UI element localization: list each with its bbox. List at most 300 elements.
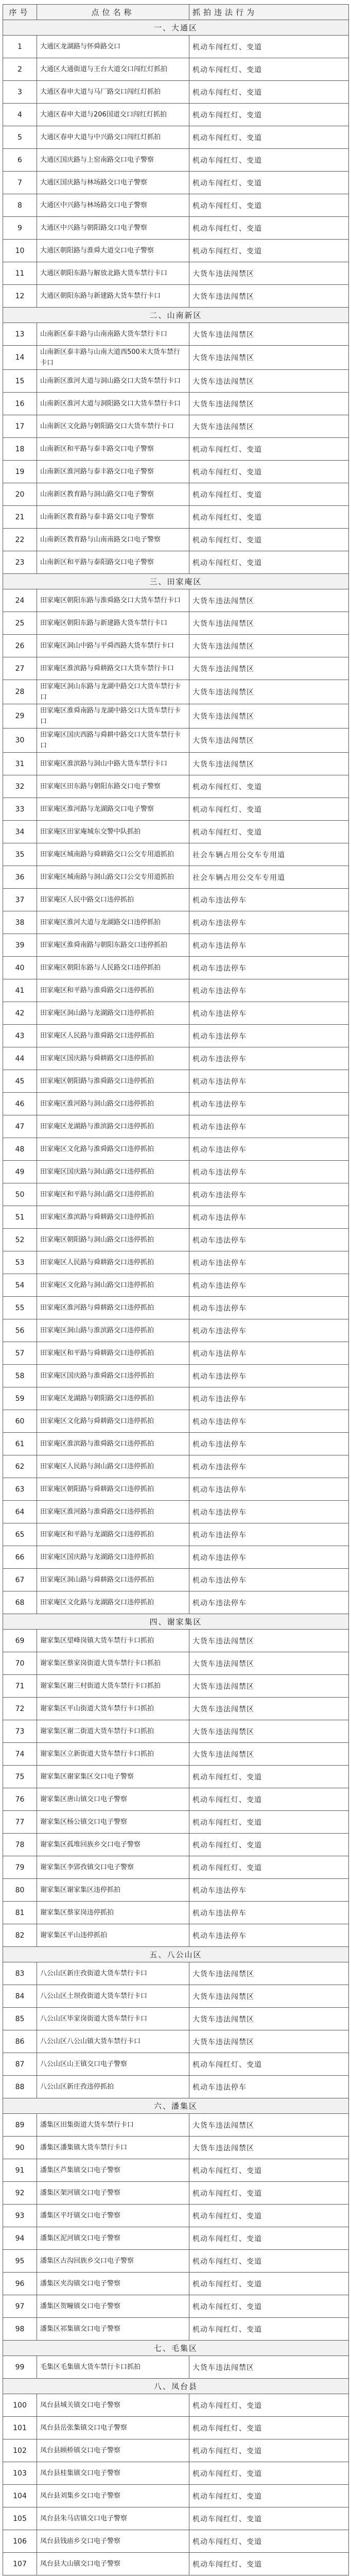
row-violation: 大货车违法闯禁区 [189,346,349,370]
row-location: 凤台县顾桥镇交口电子警察 [37,2439,189,2462]
table-row [3,2159,349,2182]
row-index: 33 [3,798,37,821]
section-row [3,2379,349,2394]
row-index: 54 [3,1274,37,1297]
row-violation: 机动车闯红灯、变道 [189,81,349,104]
table-row [3,104,349,126]
row-index: 103 [3,2462,37,2485]
row-index: 75 [3,1766,37,1788]
row-index: 14 [3,346,37,370]
table-row [3,1342,349,1365]
row-location: 田家庵区人民中路交口违停抓拍 [37,889,189,911]
row-location: 田家庵区淮滨路与舜耕路交口大货车禁行卡口 [37,657,189,680]
row-violation: 机动车违法停车 [189,1924,349,1947]
table-row [3,1138,349,1161]
section-title: 二、山南新区 [3,308,349,323]
table-header-row [3,5,349,20]
table-row [3,393,349,415]
row-location: 田家庵区龙湖路与淮滨路交口违停抓拍 [37,1115,189,1138]
row-index: 44 [3,1047,37,1070]
table-row [3,2250,349,2273]
row-location: 田家庵区淮滨路与淮舜路交口违停抓拍 [37,1433,189,1455]
row-violation: 机动车违法停车 [189,1387,349,1410]
row-violation: 机动车违法停车 [189,1161,349,1183]
row-violation: 机动车违法停车 [189,1501,349,1523]
table-row [3,2356,349,2379]
row-index: 52 [3,1229,37,1251]
row-index: 83 [3,1962,37,1985]
row-index: 11 [3,262,37,285]
row-index: 23 [3,551,37,574]
row-location: 田家庵区朝阳路与舜耕路交口违停抓拍 [37,1478,189,1501]
table-row [3,2462,349,2485]
row-violation: 机动车闯红灯、变道 [189,2053,349,2076]
row-index: 85 [3,2008,37,2030]
row-violation: 机动车闯红灯、变道 [189,438,349,461]
row-violation: 机动车违法停车 [189,1591,349,1614]
row-index: 67 [3,1569,37,1591]
table-row [3,1569,349,1591]
row-violation: 机动车闯红灯、变道 [189,104,349,126]
row-location: 田家庵区淮舜南路与朝阳东路交口违停抓拍 [37,934,189,957]
row-location: 田家庵区国庆西路与舜耕中路交口大货车禁行卡口 [37,728,189,753]
table-row [3,821,349,843]
row-location: 田家庵区淮河路与龙湖路交口电子警察 [37,798,189,821]
table-row [3,81,349,104]
row-index: 4 [3,104,37,126]
row-index: 102 [3,2439,37,2462]
row-violation: 机动车闯红灯、变道 [189,217,349,240]
row-violation: 大货车违法闯禁区 [189,285,349,308]
row-violation: 机动车违法停车 [189,1569,349,1591]
table-row [3,2053,349,2076]
row-index: 96 [3,2273,37,2295]
row-location: 山南新区淮河路与泰丰路交口电子警察 [37,461,189,483]
row-index: 39 [3,934,37,957]
row-location: 凤台县钱庙乡交口电子警察 [37,2530,189,2553]
row-location: 大通区中兴路与朝阳路交口电子警察 [37,217,189,240]
row-violation: 机动车违法停车 [189,1206,349,1229]
row-location: 田家庵区国庆路与舜耕路交口违停抓拍 [37,1047,189,1070]
row-location: 凤台县岳张集镇交口电子警察 [37,2417,189,2439]
row-violation: 机动车闯红灯、变道 [189,2159,349,2182]
table-row [3,438,349,461]
row-violation: 机动车闯红灯、变道 [189,2439,349,2462]
row-violation: 机动车违法停车 [189,1047,349,1070]
row-index: 77 [3,1811,37,1834]
table-row [3,1410,349,1433]
row-location: 山南新区文化路与朝阳路交口大货车禁行卡口 [37,415,189,438]
row-index: 55 [3,1297,37,1319]
row-violation: 机动车违法停车 [189,2076,349,2098]
row-location: 田家庵区田家庵城东交警中队抓拍 [37,821,189,843]
row-violation: 机动车闯红灯、变道 [189,483,349,506]
row-violation: 大货车违法闯禁区 [189,635,349,657]
row-location: 大通区朝阳路与淮舜大道交口电子警察 [37,240,189,262]
row-index: 66 [3,1546,37,1569]
table-row [3,2507,349,2530]
row-index: 45 [3,1070,37,1093]
table-row [3,172,349,194]
row-violation: 机动车违法停车 [189,1342,349,1365]
table-row [3,1161,349,1183]
row-location: 毛集区毛集镇大货车禁行卡口抓拍 [37,2356,189,2379]
table-row [3,2205,349,2227]
row-index: 5 [3,126,37,149]
table-row [3,2417,349,2439]
row-index: 63 [3,1478,37,1501]
row-violation: 大货车违法闯禁区 [189,1630,349,1652]
row-violation: 机动车违法停车 [189,889,349,911]
row-location: 八公山区新庄孜违停抓拍 [37,2076,189,2098]
row-location: 八公山区毕家岗街道大货车禁行卡口 [37,2008,189,2030]
table-row [3,2318,349,2341]
row-location: 谢家集区孤堆回族乡交口电子警察 [37,1834,189,1856]
row-index: 41 [3,979,37,1002]
row-violation: 大货车违法闯禁区 [189,2030,349,2053]
table-row [3,285,349,308]
table-row [3,798,349,821]
row-violation: 机动车闯红灯、变道 [189,2227,349,2250]
table-row [3,1879,349,1902]
row-index: 91 [3,2159,37,2182]
row-location: 山南新区教育路与洞山路交口电子警察 [37,483,189,506]
row-violation: 大货车违法闯禁区 [189,2137,349,2159]
row-violation: 机动车闯红灯、变道 [189,506,349,529]
row-violation: 大货车违法闯禁区 [189,2008,349,2030]
row-violation: 大货车违法闯禁区 [189,680,349,704]
section-title: 七、毛集区 [3,2341,349,2356]
row-violation: 大货车违法闯禁区 [189,2114,349,2137]
row-violation: 机动车违法停车 [189,1879,349,1902]
row-violation: 机动车闯红灯、变道 [189,461,349,483]
row-violation: 机动车闯红灯、变道 [189,2250,349,2273]
row-violation: 大货车违法闯禁区 [189,1652,349,1675]
table-row [3,1274,349,1297]
row-violation: 大货车违法闯禁区 [189,704,349,728]
table-row [3,415,349,438]
row-location: 田家庵区洞山路与舜耕路交口违停抓拍 [37,1569,189,1591]
row-index: 8 [3,194,37,217]
row-location: 田家庵区洞山路与龙湖路交口违停抓拍 [37,1002,189,1025]
row-violation: 大货车违法闯禁区 [189,1962,349,1985]
table-row [3,680,349,704]
table-row [3,217,349,240]
section-row [3,2341,349,2356]
row-index: 68 [3,1591,37,1614]
table-row [3,1546,349,1569]
row-violation: 机动车违法停车 [189,1070,349,1093]
table-row [3,2030,349,2053]
row-location: 大通区朝阳东路与新建路大货车禁行卡口 [37,285,189,308]
table-row [3,1811,349,1834]
row-violation: 大货车违法闯禁区 [189,415,349,438]
row-violation: 机动车闯红灯、变道 [189,529,349,551]
row-location: 大通区春申大道与206国道交口闯红灯抓拍 [37,104,189,126]
header-violation: 抓拍违法行为 [189,5,349,20]
row-index: 79 [3,1856,37,1879]
row-location: 山南新区教育路与山南南路交口电子警察 [37,529,189,551]
table-row [3,58,349,81]
row-violation: 机动车违法停车 [189,1455,349,1478]
row-location: 田家庵区龙湖路与朝阳路交口违停抓拍 [37,1387,189,1410]
table-row [3,2137,349,2159]
row-location: 田家庵区淮河路与舜耕路交口违停抓拍 [37,1297,189,1319]
row-violation: 机动车闯红灯、变道 [189,1788,349,1811]
row-location: 谢家集区李郢孜镇交口电子警察 [37,1856,189,1879]
row-violation: 机动车闯红灯、变道 [189,194,349,217]
row-location: 田家庵区文化路与龙湖路交口违停抓拍 [37,1591,189,1614]
row-location: 田家庵区城南路与舜耕路交口公交专用道抓拍 [37,843,189,866]
row-violation: 机动车闯红灯、变道 [189,58,349,81]
row-index: 9 [3,217,37,240]
row-location: 谢家集区唐山镇交口电子警察 [37,1788,189,1811]
row-violation: 机动车闯红灯、变道 [189,821,349,843]
table-row [3,551,349,574]
row-location: 潘集区平圩镇交口电子警察 [37,2205,189,2227]
table-row [3,589,349,612]
header-location: 点位名称 [37,5,189,20]
section-row [3,1614,349,1630]
table-row [3,1501,349,1523]
row-location: 潘集区祁集镇交口电子警察 [37,2318,189,2341]
row-index: 6 [3,149,37,172]
row-index: 29 [3,704,37,728]
section-title: 五、八公山区 [3,1947,349,1962]
table-row [3,240,349,262]
row-location: 潘集区潘集镇大货车禁行卡口 [37,2137,189,2159]
row-violation: 机动车违法停车 [189,934,349,957]
table-row [3,843,349,866]
row-location: 田家庵区人民路与洞山路交口违停抓拍 [37,1455,189,1478]
row-index: 88 [3,2076,37,2098]
row-violation: 机动车违法停车 [189,979,349,1002]
row-violation: 机动车闯红灯、变道 [189,2530,349,2553]
table-row [3,2076,349,2098]
row-location: 田家庵区朝阳东路与淮舜路交口大货车禁行卡口 [37,589,189,612]
row-index: 36 [3,866,37,889]
table-row [3,866,349,889]
row-index: 21 [3,506,37,529]
table-row [3,657,349,680]
table-row [3,2227,349,2250]
row-location: 谢家集区望峰岗镇大货车禁行卡口抓拍 [37,1630,189,1652]
row-violation: 社会车辆占用公交车专用道 [189,843,349,866]
row-violation: 机动车闯红灯、变道 [189,2205,349,2227]
row-location: 凤台县大山镇交口电子警察 [37,2553,189,2575]
row-index: 53 [3,1251,37,1274]
section-title: 一、大通区 [3,20,349,36]
row-violation: 机动车违法停车 [189,1523,349,1546]
table-row [3,149,349,172]
table-row [3,1924,349,1947]
row-location: 大通区国庆路与上窑南路交口电子警察 [37,149,189,172]
table-row [3,957,349,979]
row-location: 谢家集区谢二街道大货车禁行卡口抓拍 [37,1720,189,1743]
row-location: 山南新区和平路与泰丰路交口电子警察 [37,438,189,461]
table-row [3,2394,349,2417]
table-row [3,2530,349,2553]
row-violation: 大货车违法闯禁区 [189,370,349,393]
row-location: 田家庵区国庆路与洞山路交口违停抓拍 [37,1161,189,1183]
row-location: 谢家集区谢家集区违停抓拍 [37,1879,189,1902]
row-location: 田家庵区淮河大道与龙湖路交口违停抓拍 [37,911,189,934]
table-row [3,1630,349,1652]
row-index: 51 [3,1206,37,1229]
row-violation: 大货车违法闯禁区 [189,323,349,346]
row-index: 20 [3,483,37,506]
row-location: 田家庵区和平路与龙湖路交口违停抓拍 [37,1523,189,1546]
row-index: 10 [3,240,37,262]
row-violation: 大货车违法闯禁区 [189,262,349,285]
row-violation: 机动车闯红灯、变道 [189,775,349,798]
row-location: 潘集区架河镇交口电子警察 [37,2182,189,2205]
table-row [3,728,349,753]
row-location: 田家庵区国庆路与淮舜路交口违停抓拍 [37,1365,189,1387]
row-index: 57 [3,1342,37,1365]
table-row [3,1698,349,1720]
table-row [3,1002,349,1025]
row-violation: 机动车违法停车 [189,1183,349,1206]
row-index: 64 [3,1501,37,1523]
row-location: 凤台县城关镇交口电子警察 [37,2394,189,2417]
table-row [3,2182,349,2205]
table-row [3,1251,349,1274]
camera-location-table [3,4,349,2575]
row-index: 30 [3,728,37,753]
table-body [3,20,349,2575]
row-index: 56 [3,1319,37,1342]
table-row [3,529,349,551]
row-index: 2 [3,58,37,81]
table-row [3,1297,349,1319]
row-location: 谢家集区平山违停抓拍 [37,1924,189,1947]
row-index: 90 [3,2137,37,2159]
row-violation: 机动车闯红灯、变道 [189,2182,349,2205]
row-index: 92 [3,2182,37,2205]
row-index: 87 [3,2053,37,2076]
row-violation: 机动车违法停车 [189,1410,349,1433]
row-index: 93 [3,2205,37,2227]
row-violation: 大货车违法闯禁区 [189,1698,349,1720]
table-row [3,753,349,775]
row-violation: 机动车闯红灯、变道 [189,2394,349,2417]
row-location: 大通区朝阳东路与解放北路大货车禁行卡口 [37,262,189,285]
section-row [3,2098,349,2114]
row-location: 大通区大通街道与王台大道交口闯红灯抓拍 [37,58,189,81]
table-row [3,1856,349,1879]
table-row [3,126,349,149]
row-index: 32 [3,775,37,798]
row-location: 田家庵区田东路与朝阳东路交口电子警察 [37,775,189,798]
row-index: 78 [3,1834,37,1856]
row-violation: 机动车违法停车 [189,1274,349,1297]
table-row [3,461,349,483]
row-violation: 机动车闯红灯、变道 [189,2462,349,2485]
row-index: 74 [3,1743,37,1766]
row-index: 62 [3,1455,37,1478]
row-violation: 机动车闯红灯、变道 [189,798,349,821]
row-violation: 机动车闯红灯、变道 [189,172,349,194]
table-row [3,911,349,934]
row-location: 凤台县朱马店镇交口电子警察 [37,2507,189,2530]
row-index: 38 [3,911,37,934]
table-row [3,934,349,957]
row-index: 60 [3,1410,37,1433]
table-row [3,1523,349,1546]
row-location: 潘集区贺疃镇交口电子警察 [37,2295,189,2318]
table-row [3,1962,349,1985]
row-location: 田家庵区洞山东路与龙湖中路交口大货车禁行卡口 [37,680,189,704]
table-row [3,1788,349,1811]
row-index: 40 [3,957,37,979]
row-index: 82 [3,1924,37,1947]
row-index: 80 [3,1879,37,1902]
row-location: 田家庵区洞山中路与平舜西路大货车禁行卡口 [37,635,189,657]
row-violation: 机动车违法停车 [189,1251,349,1274]
row-location: 潘集区芦集镇交口电子警察 [37,2159,189,2182]
row-location: 田家庵区淮河路与洞山路交口违停抓拍 [37,1093,189,1115]
row-index: 81 [3,1902,37,1924]
row-violation: 大货车违法闯禁区 [189,612,349,635]
row-index: 107 [3,2553,37,2575]
row-violation: 大货车违法闯禁区 [189,1743,349,1766]
row-index: 49 [3,1161,37,1183]
table-row [3,2553,349,2575]
row-index: 3 [3,81,37,104]
table-row [3,2008,349,2030]
row-violation: 大货车违法闯禁区 [189,657,349,680]
row-index: 106 [3,2530,37,2553]
row-violation: 大货车违法闯禁区 [189,2356,349,2379]
row-location: 八公山区山王镇交口电子警察 [37,2053,189,2076]
row-violation: 机动车闯红灯、变道 [189,149,349,172]
row-location: 八公山区土坝孜街道大货车禁行卡口 [37,1985,189,2008]
section-title: 三、田家庵区 [3,574,349,589]
row-location: 八公山区新庄孜街道大货车禁行卡口 [37,1962,189,1985]
table-row [3,2295,349,2318]
row-index: 13 [3,323,37,346]
row-location: 田家庵区朝阳路与洞山路交口违停抓拍 [37,1229,189,1251]
row-location: 田家庵区文化路与舜耕路交口违停抓拍 [37,1410,189,1433]
row-location: 田家庵区朝阳东路与新建路大货车禁行卡口 [37,612,189,635]
row-index: 69 [3,1630,37,1652]
row-index: 7 [3,172,37,194]
table-row [3,1433,349,1455]
table-row [3,194,349,217]
row-location: 潘集区田集街道大货车禁行卡口 [37,2114,189,2137]
section-row [3,20,349,36]
table-row [3,1070,349,1093]
row-location: 谢家集区平山街道大货车禁行卡口抓拍 [37,1698,189,1720]
table-row [3,2485,349,2507]
row-index: 58 [3,1365,37,1387]
row-index: 43 [3,1025,37,1047]
table-row [3,775,349,798]
row-location: 大通区春申大道与马厂路交口闯红灯抓拍 [37,81,189,104]
row-location: 田家庵区文化路与淮舜路交口违停抓拍 [37,1138,189,1161]
row-location: 凤台县桂集镇交口电子警察 [37,2462,189,2485]
row-location: 山南新区和平路与泰阳路交口电子警察 [37,551,189,574]
row-index: 94 [3,2227,37,2250]
table-row [3,1206,349,1229]
row-location: 田家庵区朝阳东路与人民路交口违停抓拍 [37,957,189,979]
row-location: 谢家集区杨公镇交口电子警察 [37,1811,189,1834]
row-violation: 机动车违法停车 [189,1546,349,1569]
table-row [3,323,349,346]
row-index: 61 [3,1433,37,1455]
row-violation: 机动车违法停车 [189,1025,349,1047]
